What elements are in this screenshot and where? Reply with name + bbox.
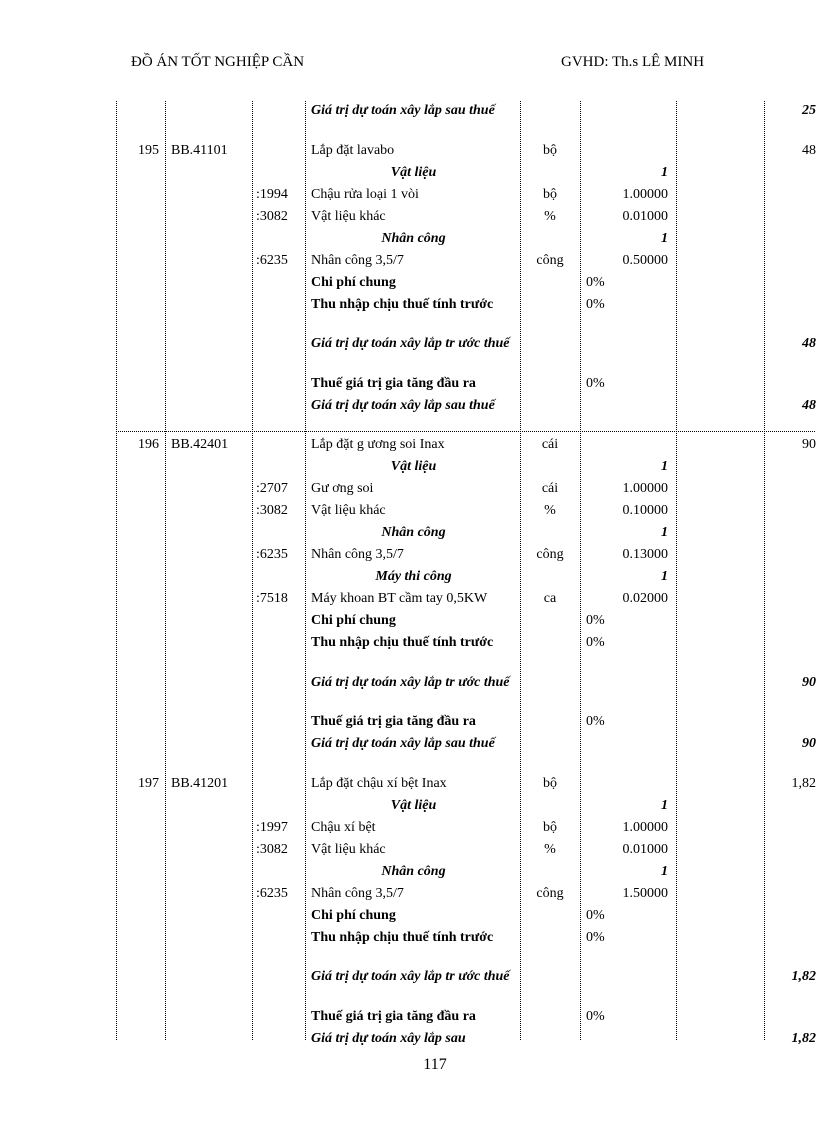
row-code: BB.41201 bbox=[171, 775, 229, 791]
row-description: Thu nhập chịu thuế tính trước bbox=[311, 635, 494, 650]
row-sub-code: :6235 bbox=[256, 252, 288, 268]
row-description: Thuế giá trị gia tăng đầu ra bbox=[311, 1008, 476, 1024]
row-description: Lắp đặt chậu xí bệt Inax bbox=[311, 775, 447, 791]
row-stt: 196 bbox=[138, 437, 159, 452]
row-description: Nhân công bbox=[381, 525, 446, 540]
row-description: Giá trị dự toán xây lắp sau thuế bbox=[311, 736, 495, 751]
row-description: Thu nhập chịu thuế tính trước bbox=[311, 296, 494, 312]
row-description: Máy khoan BT cầm tay 0,5KW bbox=[311, 591, 488, 606]
row-description: Chậu rửa loại 1 vòi bbox=[311, 186, 419, 202]
row-percent: 0% bbox=[586, 1008, 605, 1024]
row-quantity: 0.50000 bbox=[622, 252, 668, 268]
row-quantity: 0.13000 bbox=[622, 547, 668, 562]
row-description: Chậu xí bệt bbox=[311, 819, 376, 835]
row-description: Lắp đặt g ương soi Inax bbox=[311, 437, 445, 452]
row-unit: cái bbox=[541, 481, 559, 496]
row-percent: 0% bbox=[586, 296, 605, 312]
row-unit: bộ bbox=[543, 186, 557, 202]
row-unit: bộ bbox=[543, 819, 557, 835]
page-number: 117 bbox=[423, 1056, 447, 1073]
row-quantity: 1 bbox=[661, 525, 668, 540]
row-total: 48 bbox=[802, 336, 816, 351]
row-sub-code: :3082 bbox=[256, 208, 288, 224]
row-quantity: 1 bbox=[661, 164, 668, 180]
row-percent: 0% bbox=[586, 714, 605, 729]
row-sub-code: :2707 bbox=[256, 481, 288, 496]
row-quantity: 0.01000 bbox=[622, 208, 668, 224]
row-quantity: 1 bbox=[661, 459, 668, 474]
row-total: 48 bbox=[802, 397, 816, 413]
row-description: Lắp đặt lavabo bbox=[311, 142, 395, 158]
row-description: Giá trị dự toán xây lắp tr ước thuế bbox=[311, 674, 510, 690]
row-total: 90 bbox=[802, 674, 816, 690]
row-total: 1,82 bbox=[791, 1030, 816, 1046]
header-right: GVHD: Th.s LÊ MINH bbox=[561, 54, 705, 70]
row-quantity: 0.01000 bbox=[622, 841, 668, 857]
row-unit: cái bbox=[541, 437, 559, 452]
row-description: Gư ơng soi bbox=[311, 481, 374, 496]
row-unit: % bbox=[544, 208, 556, 224]
row-sub-code: :1994 bbox=[256, 186, 288, 202]
row-sub-code: :1997 bbox=[256, 819, 288, 835]
row-description: Vật liệu khác bbox=[311, 841, 386, 857]
row-code: BB.41101 bbox=[171, 142, 228, 158]
row-description: Nhân công 3,5/7 bbox=[311, 885, 404, 901]
row-percent: 0% bbox=[586, 907, 605, 923]
row-sub-code: :6235 bbox=[256, 547, 288, 562]
row-quantity: 1.00000 bbox=[622, 819, 668, 835]
row-percent: 0% bbox=[586, 929, 605, 945]
row-quantity: 1 bbox=[661, 797, 668, 813]
row-sub-code: :6235 bbox=[256, 885, 288, 901]
row-unit: công bbox=[536, 252, 564, 268]
row-description: Giá trị dự toán xây lắp sau thuế bbox=[311, 103, 495, 118]
row-total: 90 bbox=[802, 736, 816, 751]
row-description: Giá trị dự toán xây lắp tr ước thuế bbox=[311, 969, 510, 984]
row-sub-code: :3082 bbox=[256, 841, 288, 857]
row-description: Thu nhập chịu thuế tính trước bbox=[311, 929, 494, 945]
row-description: Chi phí chung bbox=[311, 907, 396, 923]
row-description: Vật liệu khác bbox=[311, 208, 386, 224]
row-unit: công bbox=[536, 885, 564, 901]
row-description: Vật liệu bbox=[390, 459, 437, 474]
row-description: Máy thi công bbox=[375, 569, 452, 584]
row-quantity: 1 bbox=[661, 569, 668, 584]
row-quantity: 1 bbox=[661, 230, 668, 246]
row-total: 48 bbox=[802, 142, 816, 158]
row-quantity: 0.02000 bbox=[622, 591, 668, 606]
row-unit: % bbox=[544, 503, 556, 518]
row-stt: 197 bbox=[138, 775, 159, 791]
row-unit: công bbox=[536, 547, 564, 562]
row-total: 1,82 bbox=[791, 969, 816, 984]
row-description: Chi phí chung bbox=[311, 613, 396, 628]
row-percent: 0% bbox=[586, 274, 605, 290]
row-description: Vật liệu khác bbox=[311, 503, 386, 518]
row-total: 1,82 bbox=[791, 775, 816, 791]
row-description: Nhân công bbox=[381, 230, 446, 246]
row-description: Nhân công bbox=[381, 863, 446, 879]
row-unit: bộ bbox=[543, 775, 557, 791]
row-description: Giá trị dự toán xây lắp tr ước thuế bbox=[311, 336, 510, 351]
row-unit: bộ bbox=[543, 142, 557, 158]
row-description: Giá trị dự toán xây lắp sau bbox=[311, 1030, 466, 1046]
row-description: Vật liệu bbox=[390, 797, 437, 813]
row-quantity: 1 bbox=[661, 863, 668, 879]
row-quantity: 1.50000 bbox=[622, 885, 668, 901]
row-quantity: 1.00000 bbox=[622, 186, 668, 202]
row-unit: ca bbox=[543, 591, 557, 606]
row-unit: % bbox=[544, 841, 556, 857]
row-description: Chi phí chung bbox=[311, 274, 396, 290]
row-total: 90 bbox=[802, 437, 816, 452]
row-stt: 195 bbox=[138, 142, 159, 158]
row-sub-code: :3082 bbox=[256, 503, 288, 518]
row-description: Vật liệu bbox=[390, 164, 437, 180]
row-description: Thuế giá trị gia tăng đầu ra bbox=[311, 714, 476, 729]
row-quantity: 0.10000 bbox=[622, 503, 668, 518]
header-left: ĐỒ ÁN TỐT NGHIỆP CẦN bbox=[131, 54, 305, 70]
row-percent: 0% bbox=[586, 613, 605, 628]
row-sub-code: :7518 bbox=[256, 591, 288, 606]
row-total: 25 bbox=[802, 103, 816, 118]
row-quantity: 1.00000 bbox=[622, 481, 668, 496]
row-description: Giá trị dự toán xây lắp sau thuế bbox=[311, 397, 495, 413]
row-code: BB.42401 bbox=[171, 437, 229, 452]
row-percent: 0% bbox=[586, 635, 605, 650]
row-description: Thuế giá trị gia tăng đầu ra bbox=[311, 375, 476, 391]
row-description: Nhân công 3,5/7 bbox=[311, 252, 404, 268]
row-description: Nhân công 3,5/7 bbox=[311, 547, 404, 562]
row-percent: 0% bbox=[586, 375, 605, 391]
